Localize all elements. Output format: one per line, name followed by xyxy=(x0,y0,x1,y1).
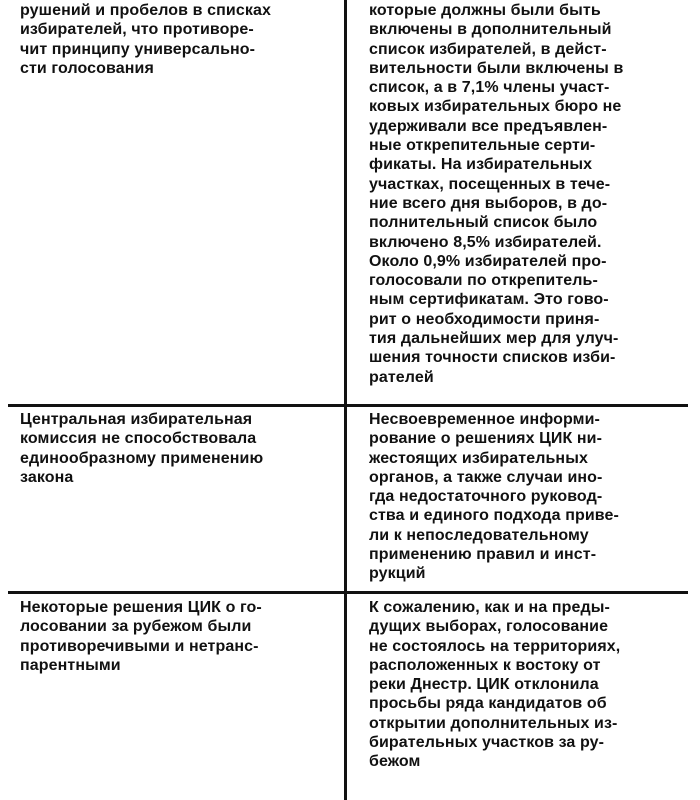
row-divider xyxy=(8,404,688,407)
row-1-finding: рушений и пробелов в списках избирателей, что противоре- чит принципу универсально- сти голосования xyxy=(20,2,271,77)
row-3-details: К сожалению, как и на преды- дущих выборах, голосование не состоялось на территориях, расположенных к востоку от реки Днестр. ЦИК отклонила просьбы ряда кандидатов об открытии дополнительных из- бирательных участков за ру- бежом xyxy=(369,599,621,771)
row-2-finding: Центральная избирательная комиссия не способствовала единообразному применению закона xyxy=(20,411,264,486)
row-3-finding: Некоторые решения ЦИК о го- лосовании за рубежом были противоречивыми и нетранс- парентными xyxy=(20,599,262,674)
row-1-details: которые должны были быть включены в дополнительный список избирателей, в дейст- вительности были включены в список, а в 7,1% члены участ- ковых избирательных бюро не удерживали все предъявлен- ные открепительные серти- фикаты. На избирательных участках, посещенных в тече- ние всего дня выборов, в до- полнительный список было включено 8,5% избирателей. Около 0,9% избирателей про- голосовали по открепитель- ным сертификатам. Это гово- рит о необходимости приня- тия дальнейших мер для улуч- шения точности списков изби- рателей xyxy=(369,2,624,386)
column-divider xyxy=(344,0,347,800)
row-2-details: Несвоевременное информи- рование о решениях ЦИК ни- жестоящих избирательных органов, а также случаи ино- гда недостаточного руковод- ства и единого подхода приве- ли к непоследовательному применению правил и инст- рукций xyxy=(369,411,619,583)
row-divider xyxy=(8,591,688,594)
